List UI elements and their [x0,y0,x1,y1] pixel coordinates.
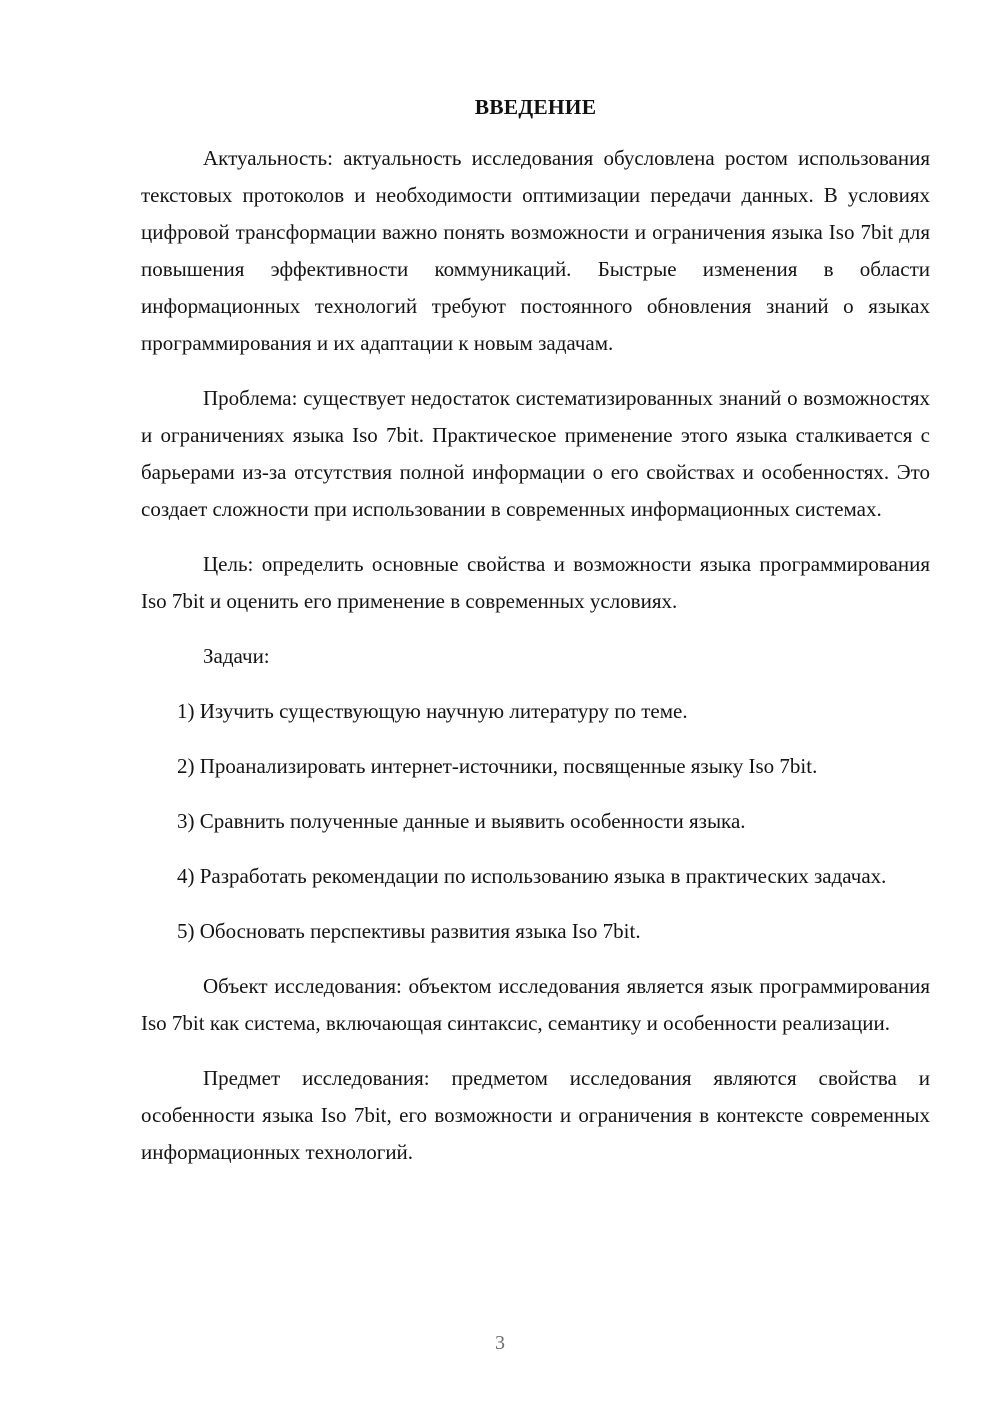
paragraph-relevance: Актуальность: актуальность исследования обусловлена ростом использования текстовых протоколов и необходимости оптимизации передачи данных. В условиях цифровой трансформации важно понять возможности и ограничения языка Iso 7bit для повышения эффективности коммуникаций. Быстрые изменения в области информационных технологий требуют постоянного обновления знаний о языках программирования и их адаптации к новым задачам. [141,146,930,355]
task-item-3: 3) Сравнить полученные данные и выявить особенности языка. [177,809,746,833]
page-title: ВВЕДЕНИЕ [474,95,597,119]
paragraph-goal: Цель: определить основные свойства и возможности языка программирования Iso 7bit и оценить его применение в современных условиях. [141,552,930,613]
task-item-5: 5) Обосновать перспективы развития языка Iso 7bit. [177,919,641,943]
task-item-1: 1) Изучить существующую научную литературу по теме. [177,699,688,723]
paragraph-subject: Предмет исследования: предметом исследования являются свойства и особенности языка Iso 7bit, его возможности и ограничения в контексте современных информационных технологий. [141,1066,930,1164]
task-item-2: 2) Проанализировать интернет-источники, посвященные языку Iso 7bit. [177,754,818,778]
page-number: 3 [495,1332,505,1354]
paragraph-problem: Проблема: существует недостаток систематизированных знаний о возможностях и ограничениях языка Iso 7bit. Практическое применение этого языка сталкивается с барьерами из-за отсутствия полной информации о его свойствах и особенностях. Это создает сложности при использовании в современных информационных системах. [141,386,930,521]
paragraph-object: Объект исследования: объектом исследования является язык программирования Iso 7bit как система, включающая синтаксис, семантику и особенности реализации. [141,974,930,1035]
task-item-4: 4) Разработать рекомендации по использованию языка в практических задачах. [177,864,887,888]
tasks-heading: Задачи: [203,644,270,668]
document-text-column [141,0,930,1171]
